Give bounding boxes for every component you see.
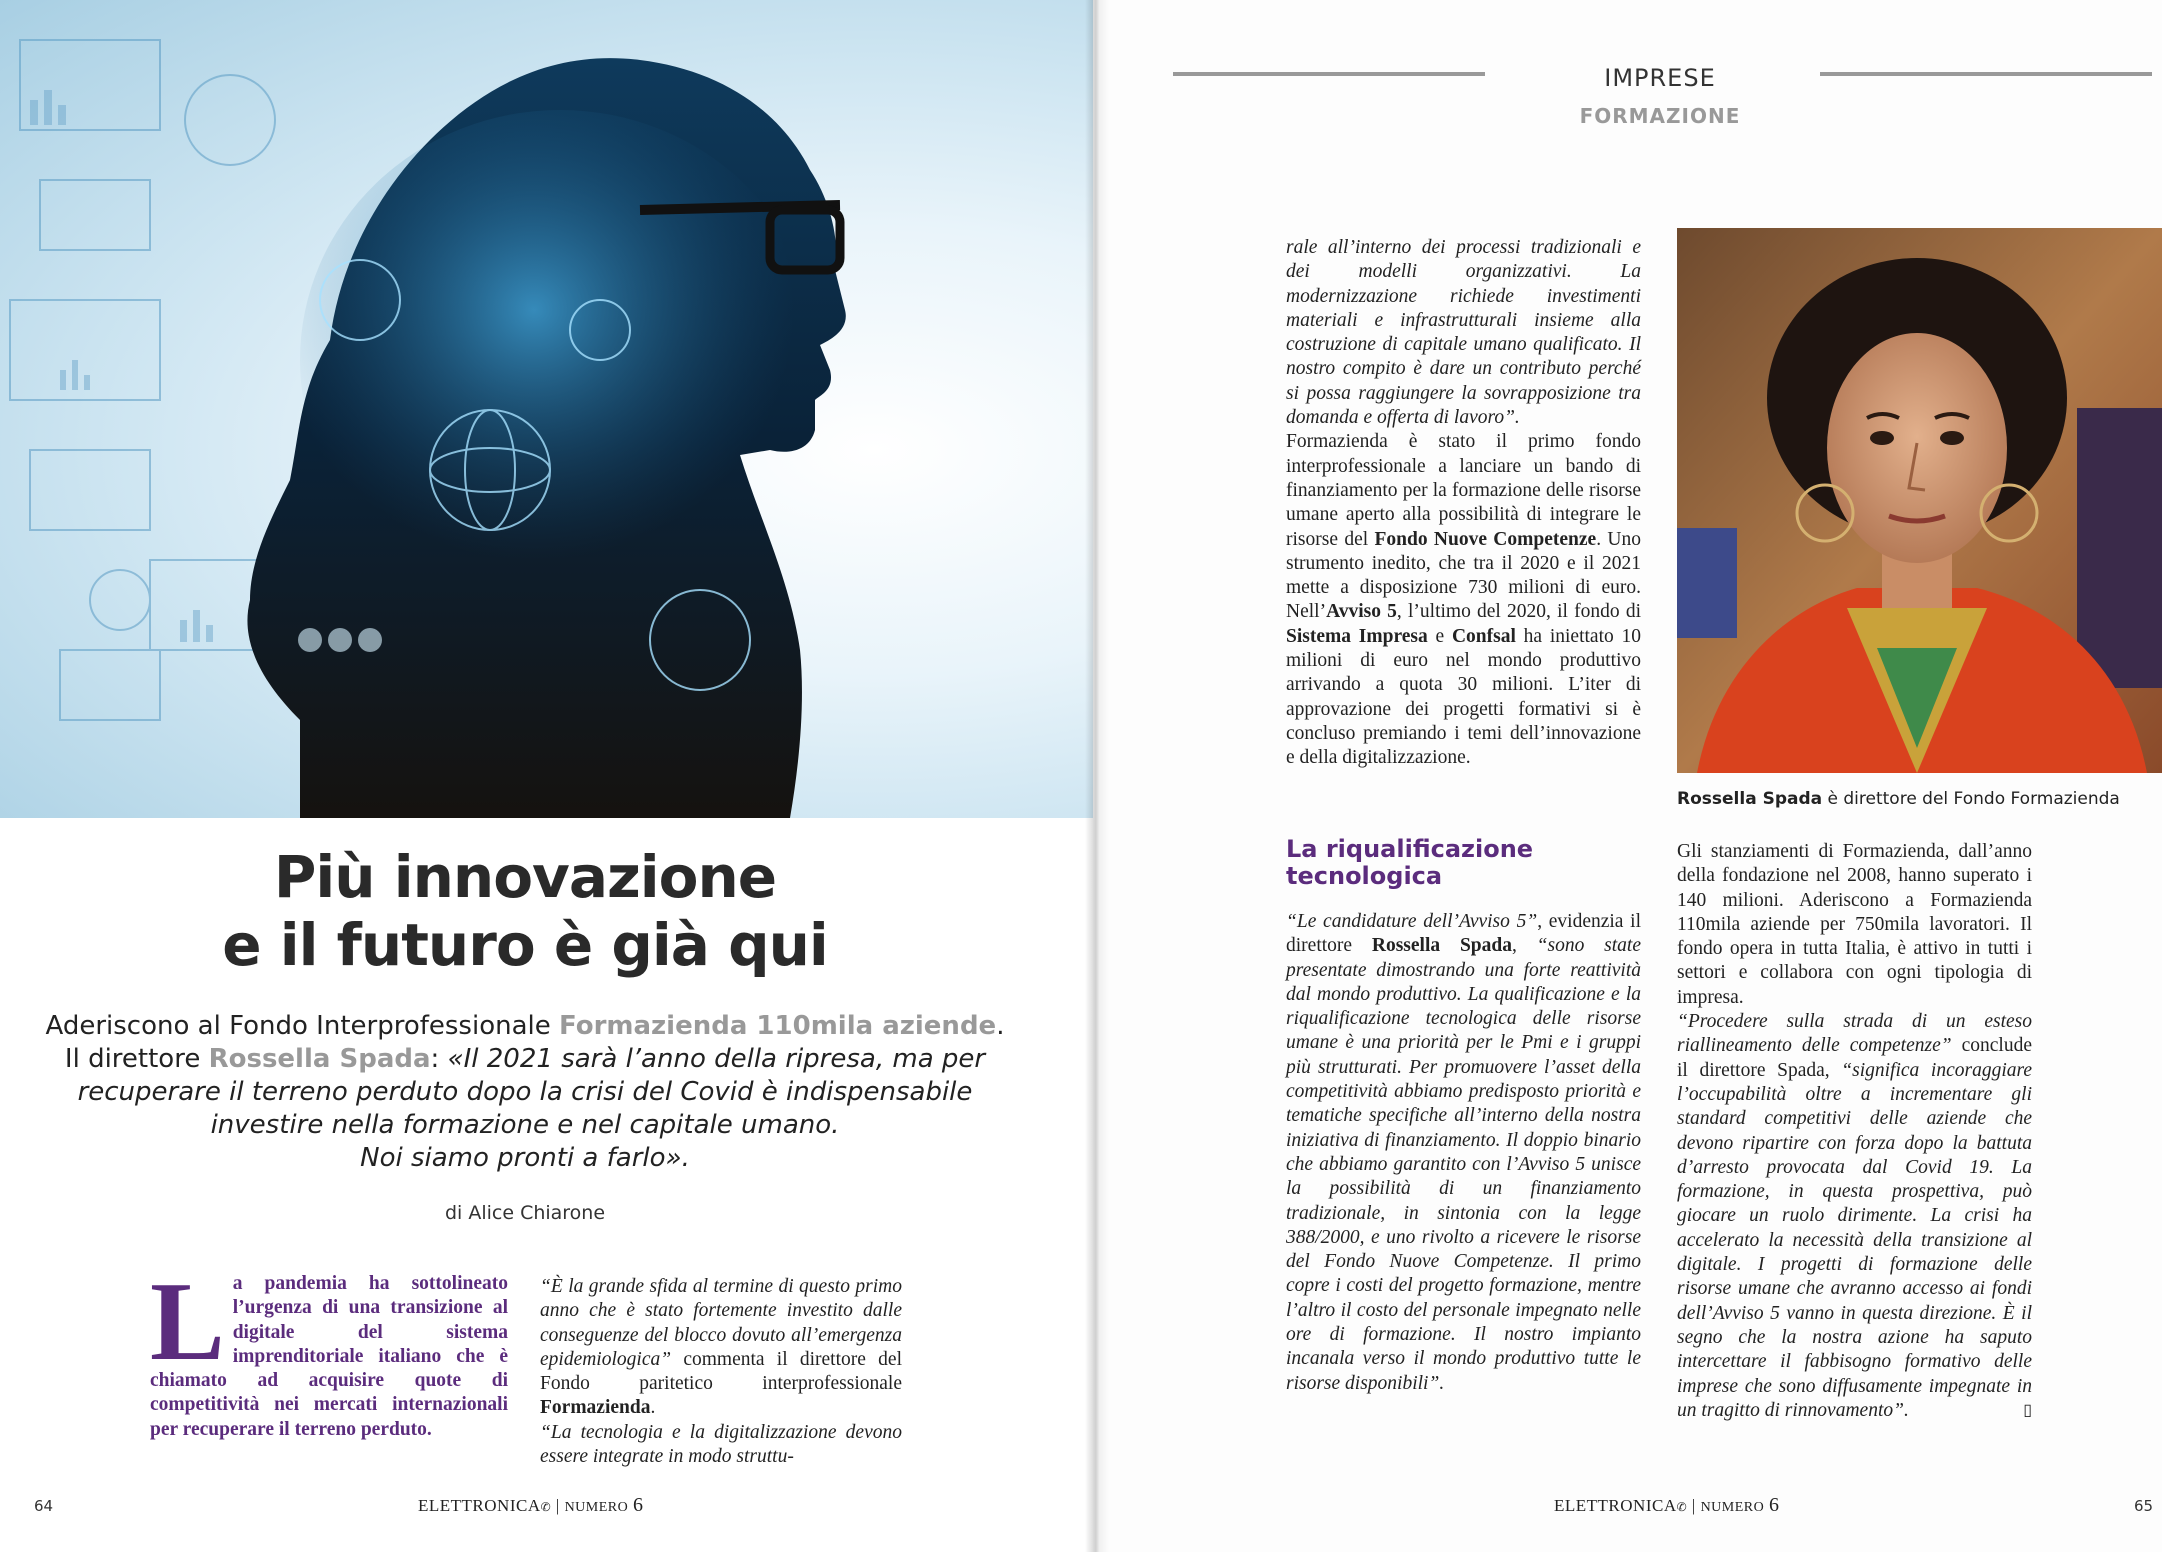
quote-text: “sono state presentate dimostrando una forte reattività dal mondo produttivo. La qualificazione e la riqualificazione tecnologica delle risorse umane è una priorità per le Pmi e i gruppi più strutturati. Per promuovere l’asset della competitività abbiamo predisposto priorità e tematiche specifiche all’interno della nostra iniziativa di finanziamento. Il doppio binario che abbiamo garantito con l’Avviso 5 unisce la possibilità di un finanziamento tradizionale, in sintonia con la legge 388/2000, e uno rivolto a ricevere le risorse del Fondo Nuove Competenze. Il primo copre i costi del progetto formazione, mentre l’altro il costo del personale impegnato nelle ore di formazione. Il nostro impianto incanala verso il mondo produttivo tutte le risorse disponibili”. (1286, 935, 1641, 1394)
portrait-illustration (1677, 228, 2162, 773)
bold-text: Confsal (1451, 625, 1516, 647)
issue-number: 6 (1768, 1494, 1780, 1516)
subtitle-text: : (430, 1044, 448, 1074)
footer-magazine-right (1554, 1494, 1779, 1517)
caption-text: è direttore del Fondo Formazienda (1822, 789, 2120, 809)
title-line-2: e il futuro è già qui (222, 911, 828, 979)
left-column-2 (540, 1275, 902, 1469)
hero-illustration (0, 0, 1093, 818)
subsection-title: FORMAZIONE (1579, 104, 1741, 128)
bold-text: Fondo Nuove Competenze (1374, 528, 1597, 550)
quote-text: “La tecnologia e la digitalizzazione devono essere integrate in modo struttu- (540, 1421, 902, 1468)
section-heading (1286, 836, 1533, 890)
right-column-2 (1677, 840, 2032, 1423)
body-text: , evidenzia il direttore (1286, 911, 1641, 957)
photo-caption (1677, 789, 2162, 809)
body-text: e (1427, 625, 1452, 647)
right-page (1093, 0, 2162, 1552)
footer-sep: | (1687, 1496, 1701, 1515)
section-title: IMPRESE (1604, 64, 1716, 92)
lead-text: a pandemia ha sottolineato l’urgenza di una transizione al digitale del sistema imprenditoriale italiano che è chiamato ad acquisire quote di competitività nei mercati internazionali per recuperare il terreno perduto. (150, 1273, 508, 1440)
subtitle-quote: investire nella formazione e nel capitale umano. (210, 1110, 840, 1140)
body-text: commenta il direttore del Fondo paritetico interprofessionale (540, 1348, 902, 1395)
body-text: Formazienda è stato il primo fondo interprofessionale a lanciare un bando di finanziamento per la formazione delle risorse umane aperto alla possibilità di integrare le risorse del (1286, 431, 1641, 550)
quote-text: “Procedere sulla strada di un esteso riallineamento delle competenze” (1677, 1011, 2032, 1057)
subtitle-quote: «Il 2021 sarà l’anno della ripresa, ma per (447, 1044, 986, 1074)
subtitle-text: Aderiscono al Fondo Interprofessionale (45, 1011, 559, 1041)
page-number-right: 65 (2134, 1497, 2154, 1515)
right-column-1 (1286, 236, 1641, 771)
body-text: . Uno strumento inedito, che tra il 2020 e il 2021 mette a disposizione 730 milioni di euro. Nell’ (1286, 528, 1641, 623)
bold-text: Avviso 5 (1326, 601, 1397, 623)
magazine-mark: ✆ (1676, 1500, 1688, 1514)
portrait-photo (1677, 228, 2162, 773)
body-text: conclude il direttore Spada, (1677, 1035, 2032, 1081)
lead-paragraph (150, 1260, 508, 1442)
subtitle-quote: Noi siamo pronti a farlo». (360, 1143, 690, 1173)
footer-sep: | (551, 1496, 565, 1515)
subtitle-highlight: Rossella Spada (208, 1044, 431, 1074)
body-text: ha iniettato 10 milioni di euro nel mondo produttivo arrivando a quota 30 milioni. L’iter di approvazione dei progetti formativi si è concluso premiando i temi dell’innovazione e della digitalizzazione. (1286, 625, 1642, 769)
byline: di Alice Chiarone (444, 1202, 606, 1224)
heading-line-1: La riqualificazione (1286, 835, 1534, 863)
magazine-mark: ✆ (540, 1500, 552, 1514)
body-text: , (1511, 935, 1537, 957)
right-column-1-cont (1286, 910, 1641, 1396)
subtitle-highlight: Formazienda 110mila aziende (559, 1011, 997, 1041)
quote-text: “significa incoraggiare l’occupabilità oltre a incrementare gli standard competitivi delle aziende che devono ripartire con forza dopo la battuta d’arresto provocata dal Covid 19. La formazione, in questa prospettiva, può giocare un ruolo dirimente. La crisi ha accelerato la necessità della transizione al digitale. I progetti di formazione delle risorse umane che avranno accesso ai fondi dell’Avviso 5 vanno in questa direzione. È il segno che la nostra azione ha saputo intercettare il fabbisogno formativo delle imprese che sono diffusamente impegnate in un tragitto di rinnovamento”. (1677, 1059, 2033, 1421)
bold-text: Rossella Spada (1371, 935, 1512, 957)
magazine-name: ELETTRONICA (418, 1496, 541, 1515)
footer-magazine-left (418, 1494, 643, 1517)
title-line-1: Più innovazione (273, 843, 777, 911)
end-mark: ▯ (2023, 1401, 2032, 1419)
quote-text: “È la grande sfida al termine di questo primo anno che è stato fortemente investito dalle conseguenze del blocco dovuto all’emergenza epidemiologica” (540, 1276, 902, 1370)
subtitle-text: Il direttore (64, 1044, 209, 1074)
numero-label: NUMERO (1700, 1500, 1765, 1515)
quote-text: “Le candidature dell’Avviso 5” (1286, 911, 1538, 932)
body-text: . (650, 1397, 656, 1419)
magazine-name: ELETTRONICA (1554, 1496, 1677, 1515)
bold-text: Sistema Impresa (1286, 625, 1428, 647)
numero-label: NUMERO (564, 1500, 629, 1515)
body-text: , l’ultimo del 2020, il fondo di (1396, 601, 1641, 623)
caption-name: Rossella Spada (1677, 789, 1823, 809)
header-rule-right (1820, 72, 2152, 76)
body-text: Gli stanziamenti di Formazienda, dall’anno della fondazione nel 2008, hanno superato i 140 milioni. Aderiscono a Formazienda 110mila aziende per 750mila lavoratori. Il fondo opera in tutta Italia, è attivo in tutti i settori e collabora con ogni tipologia di impresa. (1677, 841, 2032, 1008)
hero-image (0, 0, 1093, 818)
dropcap: L (150, 1260, 225, 1384)
bold-text: Formazienda (540, 1397, 651, 1419)
subtitle-quote: recuperare il terreno perduto dopo la crisi del Covid è indispensabile (77, 1077, 973, 1107)
quote-text: rale all’interno dei processi tradizionali e dei modelli organizzativi. La modernizzazione richiede investimenti materiali e infrastrutturali insieme alla costruzione di capitale umano qualificato. Il nostro compito è dare un contributo perché si possa raggiungere la sovrapposizione tra domanda e offerta di lavoro”. (1286, 237, 1641, 429)
page-number-left: 64 (34, 1497, 54, 1515)
subtitle-text: . (996, 1011, 1005, 1041)
header-rule-left (1173, 72, 1485, 76)
heading-line-2: tecnologica (1286, 862, 1443, 890)
issue-number: 6 (632, 1494, 644, 1516)
article-subtitle (40, 1010, 1010, 1175)
